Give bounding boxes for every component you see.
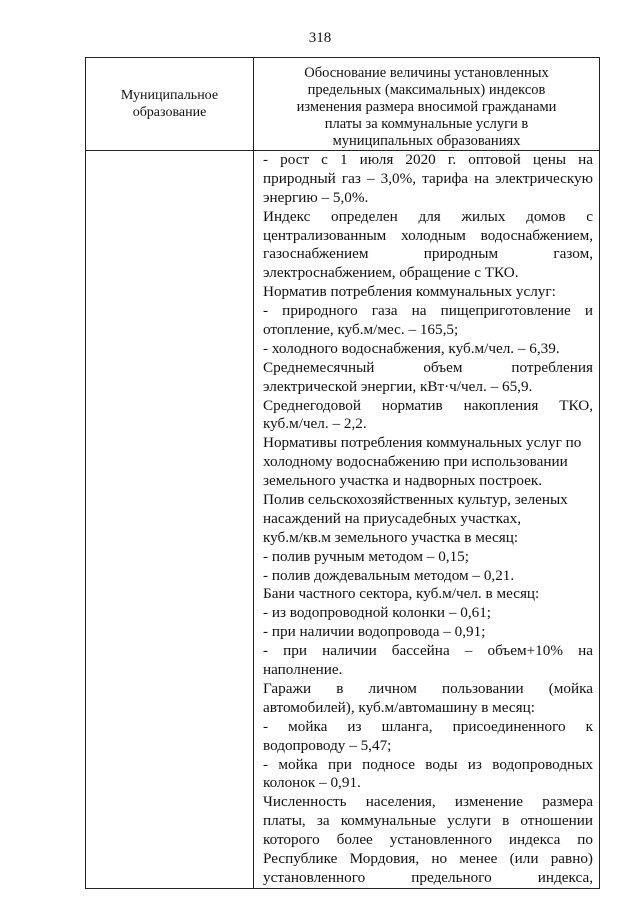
justification-header-cell: [254, 58, 600, 151]
text-line: Норматив потребления коммунальных услуг:: [263, 283, 556, 301]
text-line: Республике Мордовия, но менее (или равно): [263, 849, 593, 867]
text-line: установленного предельного индекса,: [263, 868, 593, 886]
text-line: насаждений на приусадебных участках,: [263, 509, 522, 527]
text-line: электрической энергии, кВт·ч/чел. – 65,9.: [263, 377, 533, 395]
page-number: 318: [308, 30, 332, 46]
justification-header-line: Обоснование величины установленных: [304, 65, 549, 81]
text-line: природный газ – 3,0%, тарифа на электрическую: [263, 169, 593, 187]
text-line: наполнение.: [263, 661, 343, 679]
text-line: Среднегодовой норматив накопления ТКО,: [263, 396, 593, 414]
text-line: куб.м/кв.м земельного участка в месяц:: [263, 528, 519, 546]
text-line: - мойка из шланга, присоединенного к: [263, 717, 593, 735]
text-line: - рост с 1 июля 2020 г. оптовой цены на: [263, 151, 593, 168]
justification-header-line: изменения размера вносимой гражданами: [296, 99, 557, 115]
text-line: холодному водоснабжению при использовании: [263, 453, 568, 471]
text-line: отопление, куб.м/мес. – 165,5;: [263, 321, 459, 339]
text-line: платы, за коммунальные услуги в отношении: [263, 812, 593, 830]
text-line: автомобилей), куб.м/автомашину в месяц:: [263, 698, 535, 716]
text-line: - полив дождевальным методом – 0,21.: [263, 566, 515, 584]
text-line: - при наличии бассейна – объем+10% на: [263, 642, 593, 660]
text-line: Среднемесячный объем потребления: [263, 358, 593, 376]
text-line: Нормативы потребления коммунальных услуг по: [263, 434, 582, 452]
municipality-header-line: образование: [132, 105, 207, 120]
text-line: - природного газа на пищеприготовление и: [263, 302, 593, 320]
text-line: куб.м/чел. – 2,2.: [263, 415, 367, 433]
municipality-header-cell: [86, 58, 254, 151]
text-line: Полив сельскохозяйственных культур, зеленых: [263, 491, 568, 509]
justification-header-line: муниципальных образованиях: [332, 133, 521, 149]
text-line: Гаражи в личном пользовании (мойка: [263, 679, 593, 697]
text-line: которого более установленного индекса по: [263, 831, 593, 849]
text-line: колонок – 0,91.: [263, 774, 361, 792]
text-line: газоснабжением природным газом,: [263, 245, 593, 263]
justification-cell: [254, 151, 600, 889]
text-line: - мойка при подносе воды из водопроводных: [263, 755, 593, 773]
table-header-row: [86, 58, 600, 151]
text-line: централизованным холодным водоснабжением,: [263, 226, 593, 244]
text-line: Индекс определен для жилых домов с: [263, 207, 593, 225]
text-line: энергию – 5,0%.: [263, 188, 369, 206]
text-line: электроснабжением, обращение с ТКО.: [263, 264, 519, 282]
justification-table: [85, 57, 600, 889]
text-line: - из водопроводной колонки – 0,61;: [263, 604, 492, 622]
text-line: водопроводу – 5,47;: [263, 736, 392, 754]
justification-text: [263, 151, 593, 888]
text-line: - полив ручным методом – 0,15;: [263, 547, 469, 565]
justification-header-line: платы за коммунальные услуги в: [324, 116, 529, 132]
table-body-row: [86, 151, 600, 889]
text-line: Численность населения, изменение размера: [263, 793, 593, 811]
text-line: - при наличии водопровода – 0,91;: [263, 623, 486, 641]
municipality-header-line: Муниципальное: [120, 88, 219, 103]
text-line: Бани частного сектора, куб.м/чел. в месяц:: [263, 585, 540, 603]
text-line: земельного участка и надворных построек.: [263, 472, 543, 490]
justification-header-line: предельных (максимальных) индексов: [307, 82, 546, 98]
text-line: - холодного водоснабжения, куб.м/чел. – 6,39.: [263, 339, 560, 357]
municipality-cell: [86, 151, 254, 889]
